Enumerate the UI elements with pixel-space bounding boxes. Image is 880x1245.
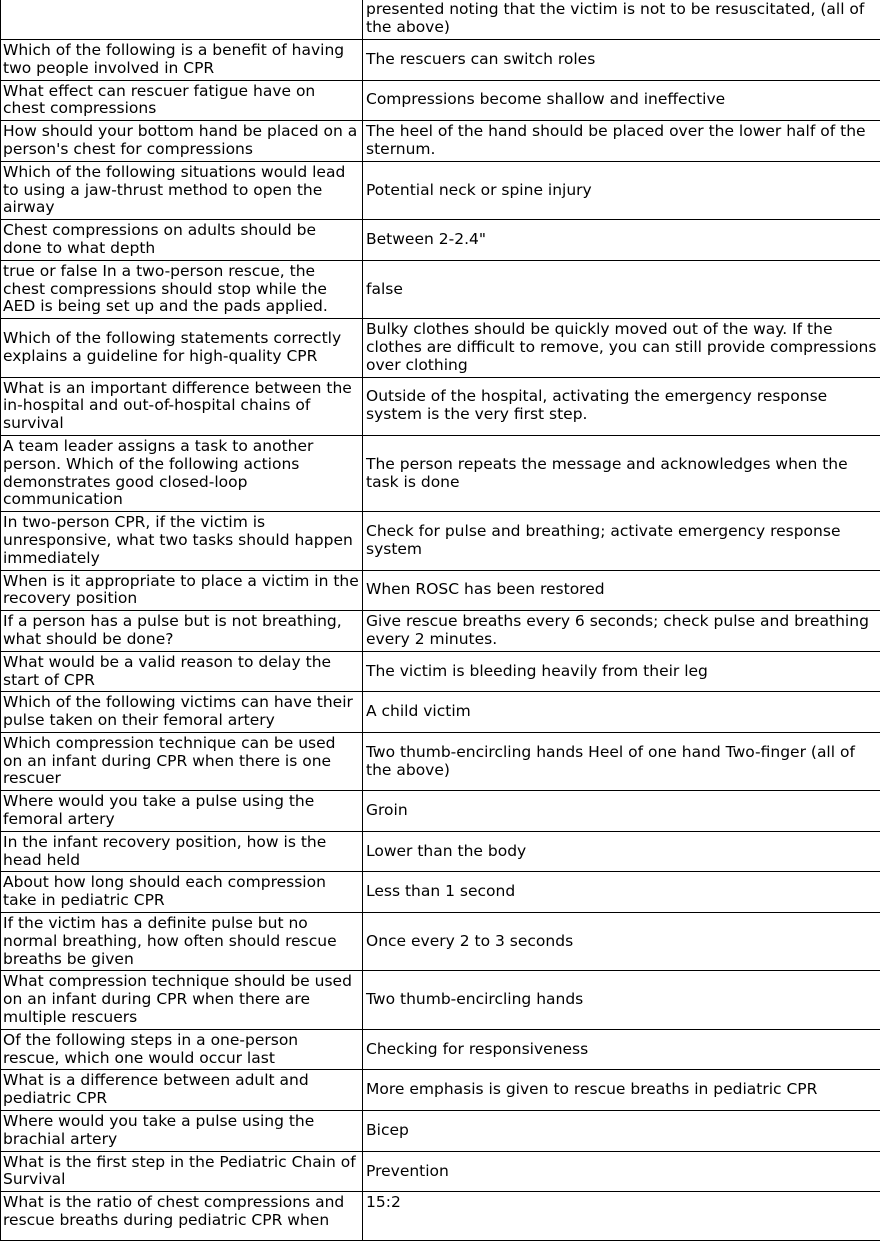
- answer-cell: The victim is bleeding heavily from their leg: [363, 651, 880, 692]
- table-row: [1, 260, 880, 318]
- question-cell: About how long should each compression take in pediatric CPR: [1, 872, 363, 913]
- question-cell: true or false In a two-person rescue, the chest compressions should stop while the AED is being set up and the pads applied.: [1, 260, 363, 318]
- answer-cell: Potential neck or spine injury: [363, 161, 880, 219]
- question-cell: Where would you take a pulse using the brachial artery: [1, 1111, 363, 1152]
- question-cell: What is the ratio of chest compressions and rescue breaths during pediatric CPR when: [1, 1192, 363, 1241]
- answer-cell: When ROSC has been restored: [363, 570, 880, 611]
- answer-cell: Two thumb-encircling hands: [363, 971, 880, 1029]
- table-row: [1, 512, 880, 570]
- table-row: [1, 1151, 880, 1192]
- answer-cell: The rescuers can switch roles: [363, 40, 880, 81]
- question-cell: What would be a valid reason to delay the start of CPR: [1, 651, 363, 692]
- table-row: [1, 80, 880, 121]
- question-cell: [1, 0, 363, 40]
- answer-cell: Bulky clothes should be quickly moved out of the way. If the clothes are difficult to remove, you can still provide compressions over clothing: [363, 319, 880, 377]
- table-row: [1, 435, 880, 511]
- answer-cell: Check for pulse and breathing; activate emergency response system: [363, 512, 880, 570]
- question-cell: Chest compressions on adults should be done to what depth: [1, 220, 363, 261]
- table-row: [1, 1111, 880, 1152]
- table-row: [1, 611, 880, 652]
- question-cell: When is it appropriate to place a victim in the recovery position: [1, 570, 363, 611]
- table-row: [1, 831, 880, 872]
- table-row: [1, 791, 880, 832]
- question-cell: Which of the following victims can have their pulse taken on their femoral artery: [1, 692, 363, 733]
- table-row: [1, 1192, 880, 1241]
- table-row: [1, 570, 880, 611]
- question-cell: Where would you take a pulse using the femoral artery: [1, 791, 363, 832]
- question-cell: How should your bottom hand be placed on a person's chest for compressions: [1, 121, 363, 162]
- table-row: [1, 220, 880, 261]
- question-cell: Which of the following is a benefit of having two people involved in CPR: [1, 40, 363, 81]
- answer-cell: Outside of the hospital, activating the emergency response system is the very first step.: [363, 377, 880, 435]
- answer-cell: 15:2: [363, 1192, 880, 1241]
- table-row: [1, 692, 880, 733]
- table-row: [1, 1029, 880, 1070]
- question-cell: If a person has a pulse but is not breathing, what should be done?: [1, 611, 363, 652]
- question-cell: Which of the following statements correctly explains a guideline for high-quality CPR: [1, 319, 363, 377]
- question-cell: What compression technique should be used on an infant during CPR when there are multiple rescuers: [1, 971, 363, 1029]
- table-row: [1, 161, 880, 219]
- table-row: [1, 121, 880, 162]
- question-cell: Of the following steps in a one-person rescue, which one would occur last: [1, 1029, 363, 1070]
- answer-cell: Compressions become shallow and ineffective: [363, 80, 880, 121]
- answer-cell: false: [363, 260, 880, 318]
- answer-cell: The person repeats the message and acknowledges when the task is done: [363, 435, 880, 511]
- table-row: [1, 872, 880, 913]
- answer-cell: Less than 1 second: [363, 872, 880, 913]
- answer-cell: Prevention: [363, 1151, 880, 1192]
- answer-cell: Once every 2 to 3 seconds: [363, 913, 880, 971]
- answer-cell: presented noting that the victim is not to be resuscitated, (all of the above): [363, 0, 880, 40]
- question-cell: What effect can rescuer fatigue have on chest compressions: [1, 80, 363, 121]
- answer-cell: The heel of the hand should be placed over the lower half of the sternum.: [363, 121, 880, 162]
- answer-cell: Lower than the body: [363, 831, 880, 872]
- question-cell: A team leader assigns a task to another person. Which of the following actions demonstrates good closed-loop communication: [1, 435, 363, 511]
- table-row: [1, 319, 880, 377]
- table-row: [1, 732, 880, 790]
- table-row: [1, 377, 880, 435]
- question-cell: Which of the following situations would lead to using a jaw-thrust method to open the airway: [1, 161, 363, 219]
- answer-cell: Groin: [363, 791, 880, 832]
- question-cell: What is the first step in the Pediatric Chain of Survival: [1, 1151, 363, 1192]
- table-row: [1, 40, 880, 81]
- table-row: [1, 913, 880, 971]
- answer-cell: Two thumb-encircling hands Heel of one hand Two-finger (all of the above): [363, 732, 880, 790]
- answer-cell: Checking for responsiveness: [363, 1029, 880, 1070]
- question-cell: In the infant recovery position, how is the head held: [1, 831, 363, 872]
- answer-cell: Give rescue breaths every 6 seconds; check pulse and breathing every 2 minutes.: [363, 611, 880, 652]
- table-row: [1, 1070, 880, 1111]
- table-row: [1, 651, 880, 692]
- question-cell: In two-person CPR, if the victim is unresponsive, what two tasks should happen immediately: [1, 512, 363, 570]
- answer-cell: A child victim: [363, 692, 880, 733]
- question-cell: What is an important difference between the in-hospital and out-of-hospital chains of survival: [1, 377, 363, 435]
- table-row: [1, 0, 880, 40]
- flashcard-table-body: [1, 0, 880, 1241]
- answer-cell: Bicep: [363, 1111, 880, 1152]
- table-row: [1, 971, 880, 1029]
- question-cell: Which compression technique can be used on an infant during CPR when there is one rescuer: [1, 732, 363, 790]
- answer-cell: More emphasis is given to rescue breaths in pediatric CPR: [363, 1070, 880, 1111]
- question-cell: If the victim has a definite pulse but no normal breathing, how often should rescue breaths be given: [1, 913, 363, 971]
- answer-cell: Between 2-2.4": [363, 220, 880, 261]
- question-cell: What is a difference between adult and pediatric CPR: [1, 1070, 363, 1111]
